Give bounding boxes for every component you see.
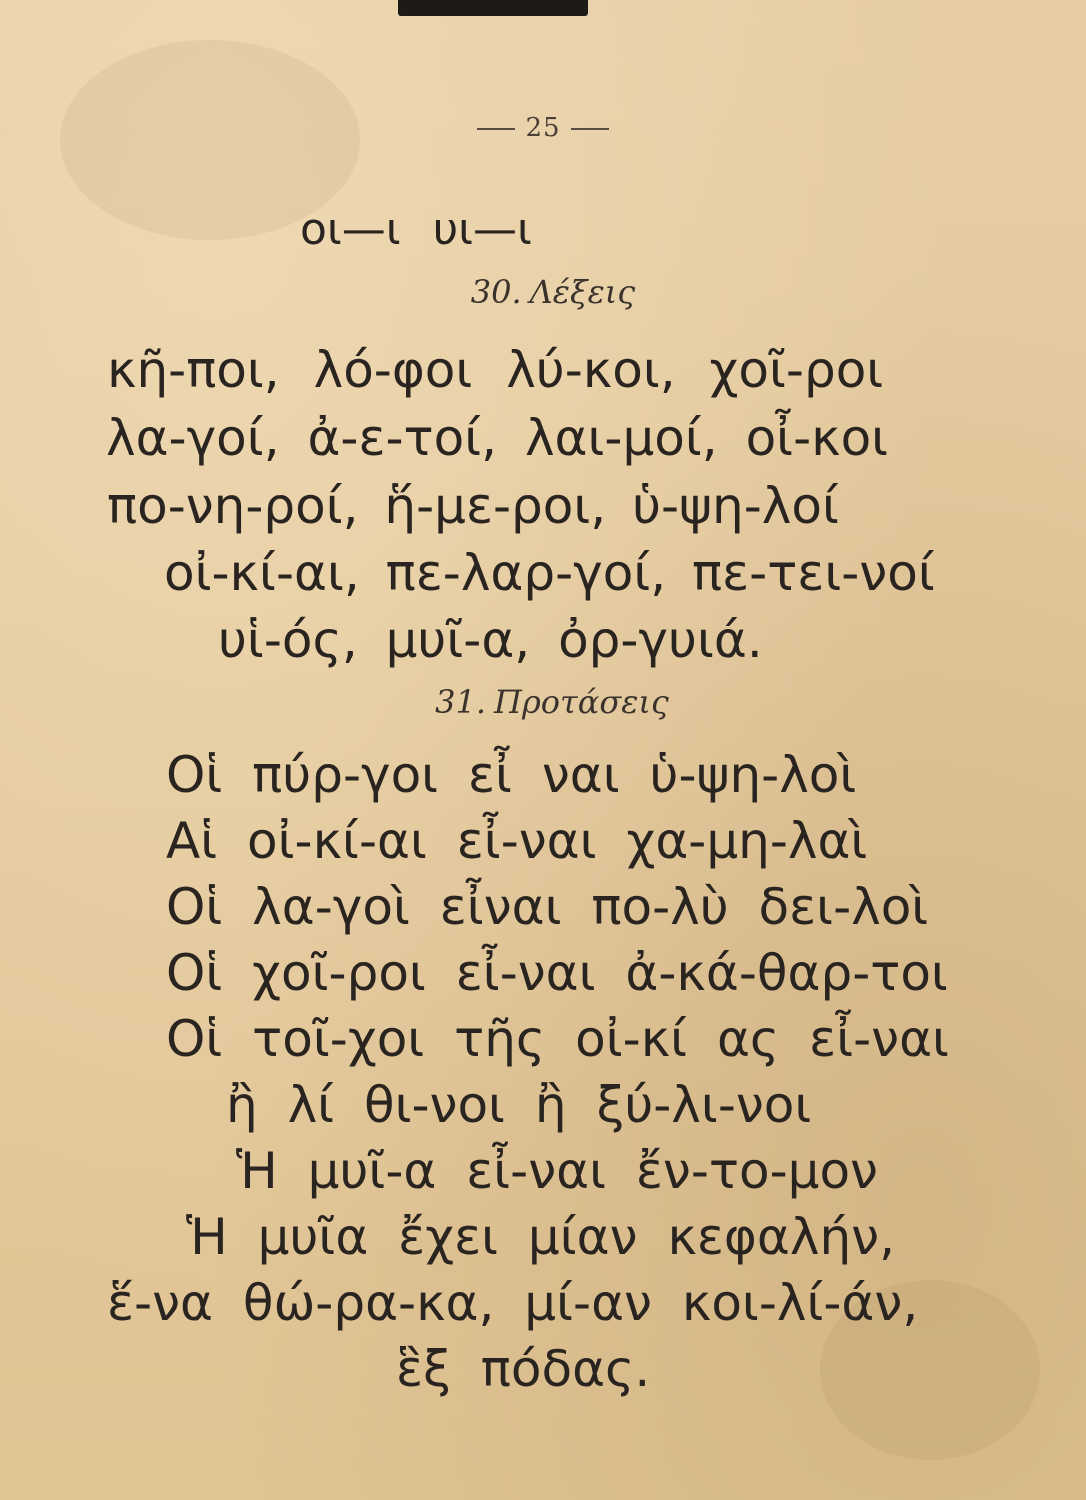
sentence-line: ἕ-να θώ-ρα-κα, μί-αν κοι-λί-άν,: [107, 1274, 919, 1332]
sentence-line: ἓξ πόδας.: [396, 1340, 651, 1398]
dash-left: [477, 128, 515, 130]
section-31-heading: [0, 683, 1086, 721]
word-line: πο-νη-ροί, ἥ-με-ροι, ὑ-ψη-λοί: [107, 477, 839, 535]
binding-tab: [398, 0, 588, 16]
digraph-header: [300, 200, 700, 260]
word-line: οἰ-κί-αι, πε-λαρ-γοί, πε-τει-νοί: [164, 544, 935, 602]
section-31-number: 31.: [435, 683, 487, 721]
word-line: λα-γοί, ἀ-ε-τοί, λαι-μοί, οἶ-κοι: [106, 409, 889, 467]
page-number: [0, 113, 1086, 143]
sentence-line: Ἡ μυῖ-α εἶ-ναι ἔν-το-μον: [236, 1142, 878, 1200]
sentence-line: Ἡ μυῖα ἔχει μίαν κεφαλήν,: [186, 1208, 895, 1266]
digraph-yi: υι—ι: [432, 204, 532, 255]
word-line: υἱ-ός, μυῖ-α, ὀρ-γυιά.: [218, 611, 763, 669]
dash-right: [571, 128, 609, 130]
section-30-heading: [0, 273, 1086, 311]
sentence-line: Οἱ λα-γοὶ εἶναι πο-λὺ δει-λοὶ: [166, 878, 929, 936]
digraph-oi: οι—ι: [300, 204, 401, 255]
word-line: κῆ-ποι, λό-φοι λύ-κοι, χοῖ-ροι: [107, 341, 884, 399]
sentence-line: Οἱ πύρ-γοι εἶ ναι ὑ-ψη-λοὶ: [166, 746, 857, 804]
section-30-title: Λέξεις: [529, 273, 636, 311]
sentence-line: ἢ λί θι-νοι ἢ ξύ-λι-νοι: [226, 1076, 812, 1134]
section-30-number: 30.: [470, 273, 522, 311]
sentence-line: Αἱ οἰ-κί-αι εἶ-ναι χα-μη-λαὶ: [166, 812, 868, 870]
sentence-line: Οἱ χοῖ-ροι εἶ-ναι ἀ-κά-θαρ-τοι: [166, 944, 948, 1002]
page-number-value: 25: [525, 113, 561, 143]
section-31-title: Προτάσεις: [494, 683, 669, 721]
sentence-line: Οἱ τοῖ-χοι τῆς οἰ-κί ας εἶ-ναι: [166, 1010, 949, 1068]
